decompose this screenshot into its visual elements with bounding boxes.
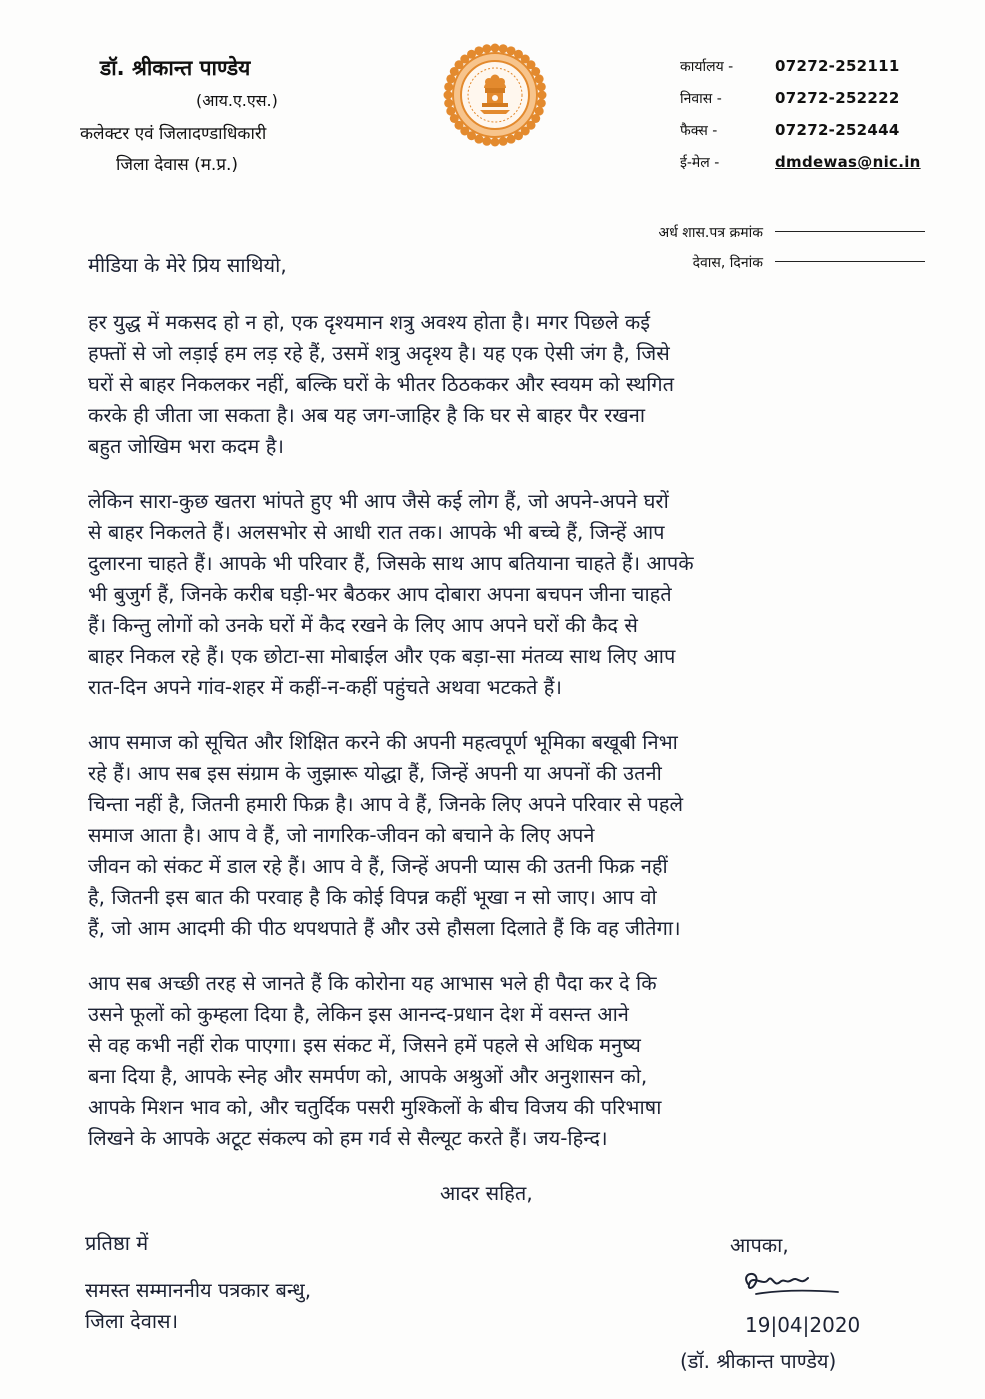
- recipient-line: जिला देवास।: [85, 1309, 179, 1333]
- recipient-block: [85, 1228, 605, 1337]
- salutation: मीडिया के मेरे प्रिय साथियो,: [88, 253, 287, 277]
- body-line: हर युद्ध में मकसद हो न हो, एक दृश्यमान शत्रु अवश्य होता है। मगर पिछले कई: [88, 310, 651, 334]
- contact-label: फैक्स -: [680, 122, 718, 139]
- body-line: बहुत जोखिम भरा कदम है।: [88, 434, 284, 458]
- seal-scallop: [446, 107, 455, 116]
- body-line: हफ्तों से जो लड़ाई हम लड़ रहे हैं, उसमें शत्रु अदृश्य है। यह एक ऐसी जंग है, जिसे: [88, 341, 670, 365]
- fax-number: 07272-252444: [775, 121, 900, 139]
- body-line: हैं, जो आम आदमी की पीठ थपथपाते हैं और उसे हौसला दिलाते हैं कि वह जीतेगा।: [88, 916, 681, 940]
- body-line: समाज आता है। आप वे हैं, जो नागरिक-जीवन को बचाने के लिए अपने: [88, 823, 595, 847]
- office-phone: 07272-252111: [775, 57, 900, 75]
- body-line: रात-दिन अपने गांव-शहर में कहीं-न-कहीं पहुंचते अथवा भटकते हैं।: [88, 675, 563, 699]
- paragraph-1: [88, 307, 958, 462]
- government-seal-icon: [440, 40, 550, 150]
- signature-date: 19|04|2020: [745, 1313, 861, 1337]
- body-line: से वह कभी नहीं रोक पाएगा। इस संकट में, जिसने हमें पहले से अधिक मनुष्य: [88, 1033, 641, 1057]
- contact-office: [680, 50, 970, 82]
- email-address: dmdewas@nic.in: [775, 153, 921, 171]
- contact-email: [680, 146, 970, 178]
- seal-scallop: [499, 44, 508, 53]
- seal-scallop: [538, 91, 547, 100]
- seal-scallop: [491, 44, 500, 53]
- body-line: लेकिन सारा-कुछ खतरा भांपते हुए भी आप जैसे कई लोग हैं, जो अपने-अपने घरों: [88, 489, 669, 513]
- body-line: रहे हैं। आप सब इस संग्राम के जुझारू योद्धा हैं, जिन्हें अपनी या अपनों की उतनी: [88, 761, 662, 785]
- paragraph-4: [88, 968, 958, 1154]
- seal-scallop: [535, 74, 544, 83]
- contact-label: निवास -: [680, 90, 722, 107]
- body-line: बाहर निकल रहे हैं। एक छोटा-सा मोबाईल और एक बड़ा-सा मंतव्य साथ लिए आप: [88, 644, 676, 668]
- letter-body: [88, 250, 958, 1209]
- residence-phone: 07272-252222: [775, 89, 900, 107]
- contact-label: ई-मेल -: [680, 154, 720, 171]
- seal-scallop: [499, 137, 508, 146]
- paragraph-3: [88, 727, 958, 944]
- body-line: आप समाज को सूचित और शिक्षित करने की अपनी महत्वपूर्ण भूमिका बखूबी निभा: [88, 730, 678, 754]
- body-line: हैं। किन्तु लोगों को उनके घरों में कैद रखने के लिए आप अपने घरों की कैद से: [88, 613, 638, 637]
- contact-residence: [680, 82, 970, 114]
- signature-icon: [720, 1264, 880, 1312]
- seal-scallop: [537, 99, 546, 108]
- recipient-line: समस्त सम्माननीय पत्रकार बन्धु,: [85, 1278, 312, 1302]
- body-line: आप सब अच्छी तरह से जानते हैं कि कोरोना यह आभास भले ही पैदा कर दे कि: [88, 971, 657, 995]
- body-line: है, जितनी इस बात की परवाह है कि कोई विपन्न कहीं भूखा न सो जाए। आप वो: [88, 885, 657, 909]
- body-line: उसने फूलों को कुम्हला दिया है, लेकिन इस आनन्द-प्रधान देश में वसन्त आने: [88, 1002, 629, 1026]
- yours: आपका,: [730, 1233, 789, 1257]
- paragraph-2: [88, 486, 958, 703]
- body-line: करके ही जीता जा सकता है। अब यह जग-जाहिर है कि घर से बाहर पैर रखना: [88, 403, 646, 427]
- seal-scallop: [482, 137, 491, 146]
- place-date-label: देवास, दिनांक: [692, 255, 763, 271]
- body-line: दुलारना चाहते हैं। आपके भी परिवार हैं, जिसके साथ आप बतियाना चाहते हैं। आपके: [88, 551, 694, 575]
- signoff-block: [680, 1228, 970, 1388]
- seal-scallop: [537, 82, 546, 91]
- body-line: घरों से बाहर निकलकर नहीं, बल्कि घरों के भीतर ठिठककर और स्वयम को स्थगित: [88, 372, 675, 396]
- seal-scallop: [491, 138, 500, 147]
- body-line: लिखने के आपके अटूट संकल्प को हम गर्व से सैल्यूट करते हैं। जय-हिन्द।: [88, 1126, 608, 1150]
- contact-fax: [680, 114, 970, 146]
- letter-number-label: अर्ध शास.पत्र क्रमांक: [658, 225, 763, 241]
- officer-service: (आय.ए.एस.): [196, 91, 278, 110]
- seal-scallop: [482, 44, 491, 53]
- letter-number-blank: [775, 230, 925, 232]
- body-line: आपके मिशन भाव को, और चतुर्दिक पसरी मुश्किलों के बीच विजय की परिभाषा: [88, 1095, 662, 1119]
- officer-designation: कलेक्टर एवं जिलादण्डाधिकारी: [80, 124, 267, 144]
- seal-scallop: [444, 91, 453, 100]
- letter-number-row: [540, 212, 925, 242]
- body-line: जीवन को संकट में डाल रहे हैं। आप वे हैं, जिन्हें अपनी प्यास की उतनी फिक्र नहीं: [88, 854, 668, 878]
- officer-district: जिला देवास (म.प्र.): [116, 155, 239, 175]
- contact-block: [680, 50, 970, 178]
- officer-name: डॉ. श्रीकान्त पाण्डेय: [100, 56, 251, 80]
- contact-label: कार्यालय -: [680, 58, 734, 75]
- body-line: चिन्ता नहीं है, जितनी हमारी फिक्र है। आप वे हैं, जिनके लिए अपने परिवार से पहले: [88, 792, 684, 816]
- recipient-label: प्रतिष्ठा में: [85, 1231, 149, 1255]
- signatory-name: (डॉ. श्रीकान्त पाण्डेय): [680, 1349, 837, 1373]
- body-line: भी बुजुर्ग हैं, जिनके करीब घड़ी-भर बैठकर आप दोबारा अपना बचपन जीना चाहते: [88, 582, 672, 606]
- body-line: से बाहर निकलते हैं। अलसभोर से आधी रात तक। आपके भी बच्चे हैं, जिन्हें आप: [88, 520, 665, 544]
- seal-scallop: [444, 82, 453, 91]
- seal-scallop: [474, 46, 483, 55]
- closing: आदर सहित,: [440, 1181, 533, 1205]
- body-line: बना दिया है, आपके स्नेह और समर्पण को, आपके अश्रुओं और अनुशासन को,: [88, 1064, 648, 1088]
- spacer: [85, 1259, 605, 1275]
- seal-scallop: [444, 99, 453, 108]
- seal-scallop: [507, 135, 516, 144]
